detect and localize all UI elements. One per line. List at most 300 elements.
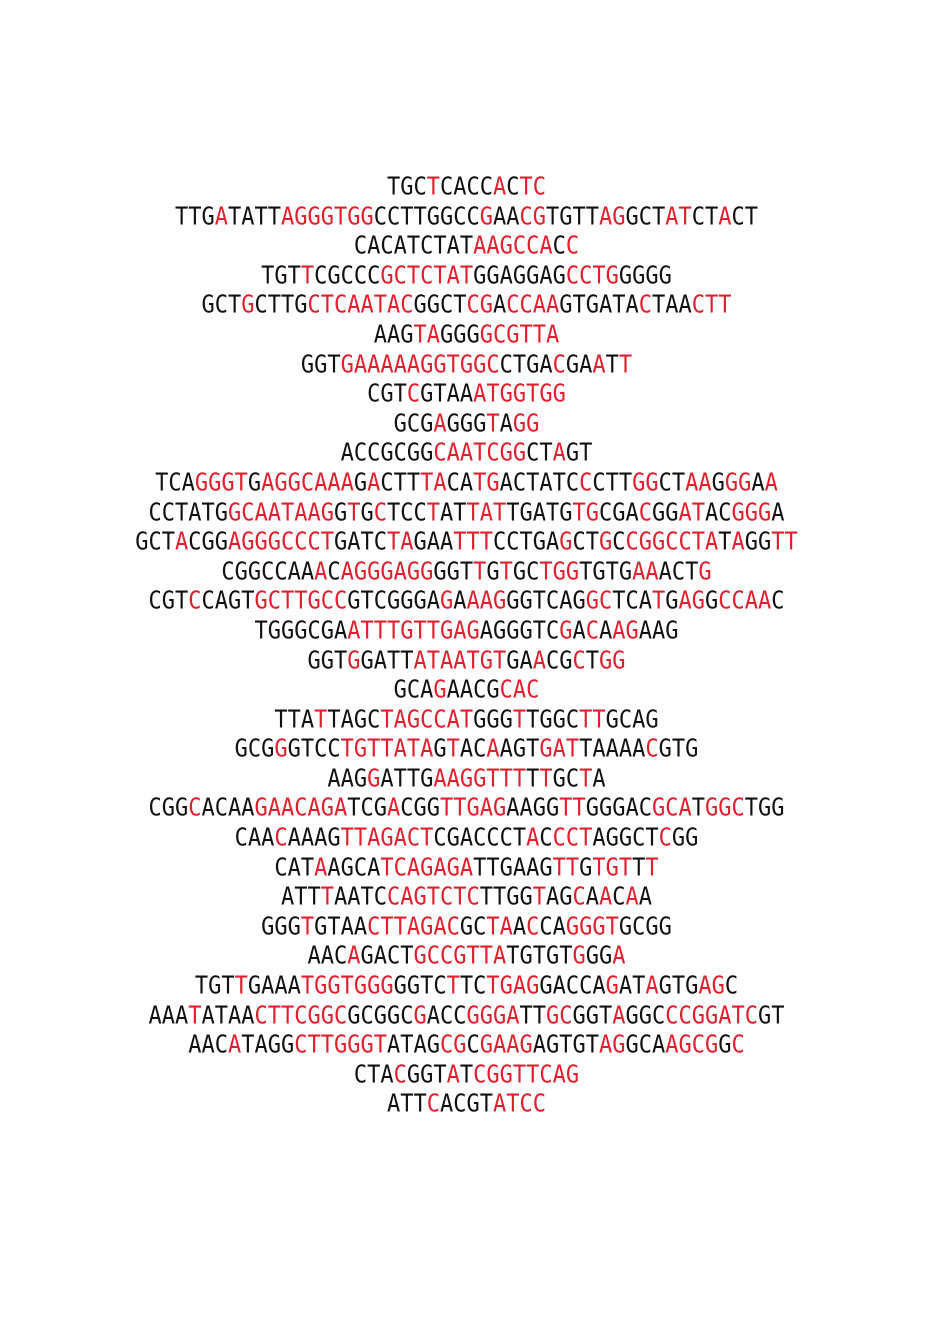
base: G [254,528,268,557]
base: A [678,794,692,823]
base: C [334,1002,348,1031]
base: C [658,469,672,498]
base: G [758,794,772,823]
base: G [539,706,553,735]
base: A [287,558,301,587]
base: C [433,824,447,853]
sequence-line [0,408,933,441]
base: A [771,498,785,527]
base: T [406,262,421,291]
base: T [281,291,295,320]
base: A [426,587,440,616]
base: G [307,1002,321,1031]
base: A [539,262,553,291]
base: T [420,824,434,853]
base: C [473,735,487,764]
base: G [565,913,580,942]
base: C [307,291,321,320]
base: G [493,587,507,616]
base: T [479,1090,493,1119]
base: T [188,203,202,232]
base: G [267,617,281,646]
base: G [234,735,248,764]
base: A [678,587,692,616]
base: C [731,587,745,616]
base: A [685,469,699,498]
base: G [592,913,606,942]
base: A [228,1002,242,1031]
base: T [605,351,619,380]
base: G [671,824,686,853]
base: G [228,587,242,616]
base: C [267,587,281,616]
base: G [208,972,222,1001]
base: G [526,262,540,291]
base: G [506,617,520,646]
base: T [585,528,599,557]
base: G [433,676,447,705]
base: A [393,558,407,587]
base: C [400,1002,414,1031]
base: T [493,498,507,527]
base: T [612,587,626,616]
base: T [532,617,546,646]
base: A [526,854,540,883]
base: A [287,824,301,853]
base: A [638,587,652,616]
base: A [499,410,513,439]
base: C [247,735,262,764]
base: A [261,972,275,1001]
base: G [347,646,361,675]
base: G [652,528,666,557]
base: T [413,1090,427,1119]
base: G [718,1031,732,1060]
base: C [638,794,652,823]
base: G [320,1002,334,1031]
base: A [539,469,553,498]
base: A [367,469,381,498]
base: G [208,469,222,498]
base: A [546,321,560,350]
base: T [579,706,593,735]
base: C [254,291,268,320]
base: C [638,291,652,320]
base: T [579,439,593,468]
base: G [519,587,533,616]
base: A [559,587,573,616]
base: A [592,735,606,764]
base: T [413,321,427,350]
base: A [625,794,639,823]
base: C [367,706,381,735]
base: C [665,794,679,823]
base: G [466,617,480,646]
base: T [281,587,295,616]
base: G [599,646,613,675]
base: C [446,469,460,498]
base: G [512,439,527,468]
base: G [307,587,321,616]
base: G [334,498,348,527]
base: C [625,587,639,616]
base: T [546,203,560,232]
base: A [546,528,560,557]
base: G [499,439,513,468]
base: C [353,854,368,883]
base: G [705,1002,719,1031]
base: C [532,1090,546,1119]
base: T [387,528,401,557]
base: G [645,706,659,735]
base: G [506,587,520,616]
base: T [446,972,460,1001]
base: C [433,439,447,468]
base: G [406,439,421,468]
base: T [512,706,527,735]
base: G [652,794,666,823]
base: A [499,735,513,764]
base: C [665,528,679,557]
base: T [612,291,626,320]
base: G [420,765,434,794]
base: C [552,232,566,261]
base: A [512,913,527,942]
base: T [459,972,474,1001]
base: A [731,528,745,557]
base: C [486,824,500,853]
base: G [420,351,434,380]
base: G [605,824,619,853]
base: G [771,794,785,823]
base: C [400,498,414,527]
base: T [367,1061,381,1090]
base: A [499,469,513,498]
base: G [711,469,725,498]
sequence-line [0,1000,933,1033]
base: T [466,646,480,675]
base: T [605,913,619,942]
base: C [274,558,288,587]
base: A [618,972,633,1001]
base: A [148,1002,162,1031]
base: T [426,646,440,675]
base: A [446,676,460,705]
base: G [440,203,454,232]
base: A [493,291,507,320]
base: G [731,498,745,527]
base: C [148,587,162,616]
base: G [453,1031,467,1060]
base: C [307,617,321,646]
base: G [201,528,215,557]
base: T [446,351,460,380]
base: G [287,735,301,764]
base: G [506,646,520,675]
base: A [532,291,546,320]
base: C [327,735,341,764]
base: A [373,321,387,350]
base: T [559,942,573,971]
base: G [658,913,672,942]
base: C [744,1002,758,1031]
base: G [360,646,374,675]
base: T [552,854,566,883]
base: C [367,913,381,942]
base: G [546,794,560,823]
base: G [413,291,427,320]
base: C [526,439,540,468]
base: T [254,617,268,646]
base: C [420,232,434,261]
base: T [784,528,798,557]
base: A [426,528,440,557]
base: C [678,528,692,557]
base: A [314,469,328,498]
base: C [546,587,560,616]
base: G [512,380,527,409]
base: C [201,587,215,616]
base: T [493,883,507,912]
base: T [433,1061,447,1090]
base: G [353,558,368,587]
base: G [446,824,460,853]
base: A [433,469,447,498]
base: A [440,528,454,557]
base: G [334,528,348,557]
base: T [592,854,606,883]
base: T [300,913,315,942]
base: G [241,528,255,557]
base: A [506,1031,520,1060]
base: G [585,587,599,616]
base: C [380,232,394,261]
sequence-line [0,586,933,619]
base: A [459,854,474,883]
base: A [340,706,354,735]
base: T [592,262,606,291]
base: A [705,498,719,527]
sequence-line [0,1089,933,1122]
base: G [380,824,394,853]
base: T [632,972,646,1001]
base: C [274,824,288,853]
base: C [499,676,513,705]
base: A [327,765,341,794]
base: T [459,232,474,261]
base: G [758,498,772,527]
base: T [512,1061,527,1090]
base: C [486,439,500,468]
base: C [731,794,745,823]
base: G [486,558,500,587]
base: T [426,498,440,527]
base: C [691,203,705,232]
base: T [473,439,487,468]
base: T [367,735,381,764]
base: T [320,1031,334,1060]
base: C [499,824,513,853]
base: G [612,794,626,823]
base: G [572,1002,586,1031]
base: G [360,498,374,527]
base: G [599,794,613,823]
base: T [559,1031,573,1060]
base: A [539,351,553,380]
base: G [612,203,626,232]
base: T [267,203,281,232]
base: T [360,528,374,557]
base: C [426,1090,440,1119]
base: G [281,617,295,646]
base: T [539,765,553,794]
base: A [413,646,427,675]
base: T [512,765,527,794]
sequence-line [0,1029,933,1062]
base: C [400,794,414,823]
base: G [400,617,414,646]
base: C [353,1061,368,1090]
base: G [519,617,533,646]
base: C [420,706,434,735]
base: A [314,824,328,853]
base: G [420,558,434,587]
base: T [506,942,520,971]
base: T [466,498,480,527]
base: C [433,972,447,1001]
base: A [645,972,659,1001]
base: C [440,942,454,971]
base: T [618,351,633,380]
base: T [572,794,586,823]
base: T [479,883,493,912]
base: G [314,913,328,942]
base: C [367,262,381,291]
base: G [380,262,394,291]
base: C [532,173,546,202]
base: T [327,913,341,942]
base: G [618,913,633,942]
base: C [188,587,202,616]
base: T [314,706,328,735]
base: T [479,528,493,557]
base: A [512,972,527,1001]
base: G [327,262,341,291]
base: T [546,498,560,527]
base: T [605,558,619,587]
base: T [678,203,692,232]
base: T [506,1090,520,1119]
base: G [565,439,580,468]
base: T [532,1002,546,1031]
base: C [274,854,288,883]
base: A [552,913,566,942]
base: A [400,883,414,912]
base: A [446,706,460,735]
base: T [705,291,719,320]
base: A [387,291,401,320]
base: G [300,351,315,380]
base: C [393,262,407,291]
base: T [400,646,414,675]
base: T [155,469,169,498]
sequence-line [0,378,933,411]
base: A [241,203,255,232]
base: G [552,558,566,587]
base: A [546,883,560,912]
base: G [638,528,652,557]
base: T [652,587,666,616]
base: A [446,1061,460,1090]
base: A [327,854,341,883]
base: G [473,765,487,794]
base: G [506,883,520,912]
base: T [652,203,666,232]
base: A [665,1031,679,1060]
base: C [241,498,255,527]
base: C [691,291,705,320]
base: G [446,854,460,883]
base: G [546,942,560,971]
base: T [459,262,474,291]
base: T [512,824,527,853]
base: T [526,469,540,498]
base: G [261,913,275,942]
base: A [552,1061,566,1090]
base: T [572,291,586,320]
base: C [294,1031,308,1060]
base: G [479,203,493,232]
base: T [300,972,315,1001]
base: A [618,735,633,764]
base: A [592,351,606,380]
base: C [526,676,540,705]
base: C [373,203,387,232]
base: C [221,558,235,587]
base: T [320,528,334,557]
base: G [539,972,553,1001]
base: C [393,1061,407,1090]
base: A [287,854,301,883]
base: T [287,262,301,291]
base: T [327,351,341,380]
base: A [572,617,586,646]
base: T [565,735,580,764]
base: G [287,913,301,942]
base: A [387,1031,401,1060]
base: G [552,380,566,409]
base: C [599,587,613,616]
sequence-line [0,970,933,1003]
base: T [294,587,308,616]
base: A [625,498,639,527]
base: G [718,794,732,823]
base: C [625,528,639,557]
base: A [665,203,679,232]
base: G [632,262,646,291]
base: A [453,173,467,202]
base: G [691,1002,705,1031]
base: A [612,1002,626,1031]
base: T [506,498,520,527]
base: G [453,321,467,350]
base: G [228,498,242,527]
base: T [486,380,500,409]
base: T [241,587,255,616]
base: G [393,972,407,1001]
base: G [380,558,394,587]
base: G [744,528,758,557]
